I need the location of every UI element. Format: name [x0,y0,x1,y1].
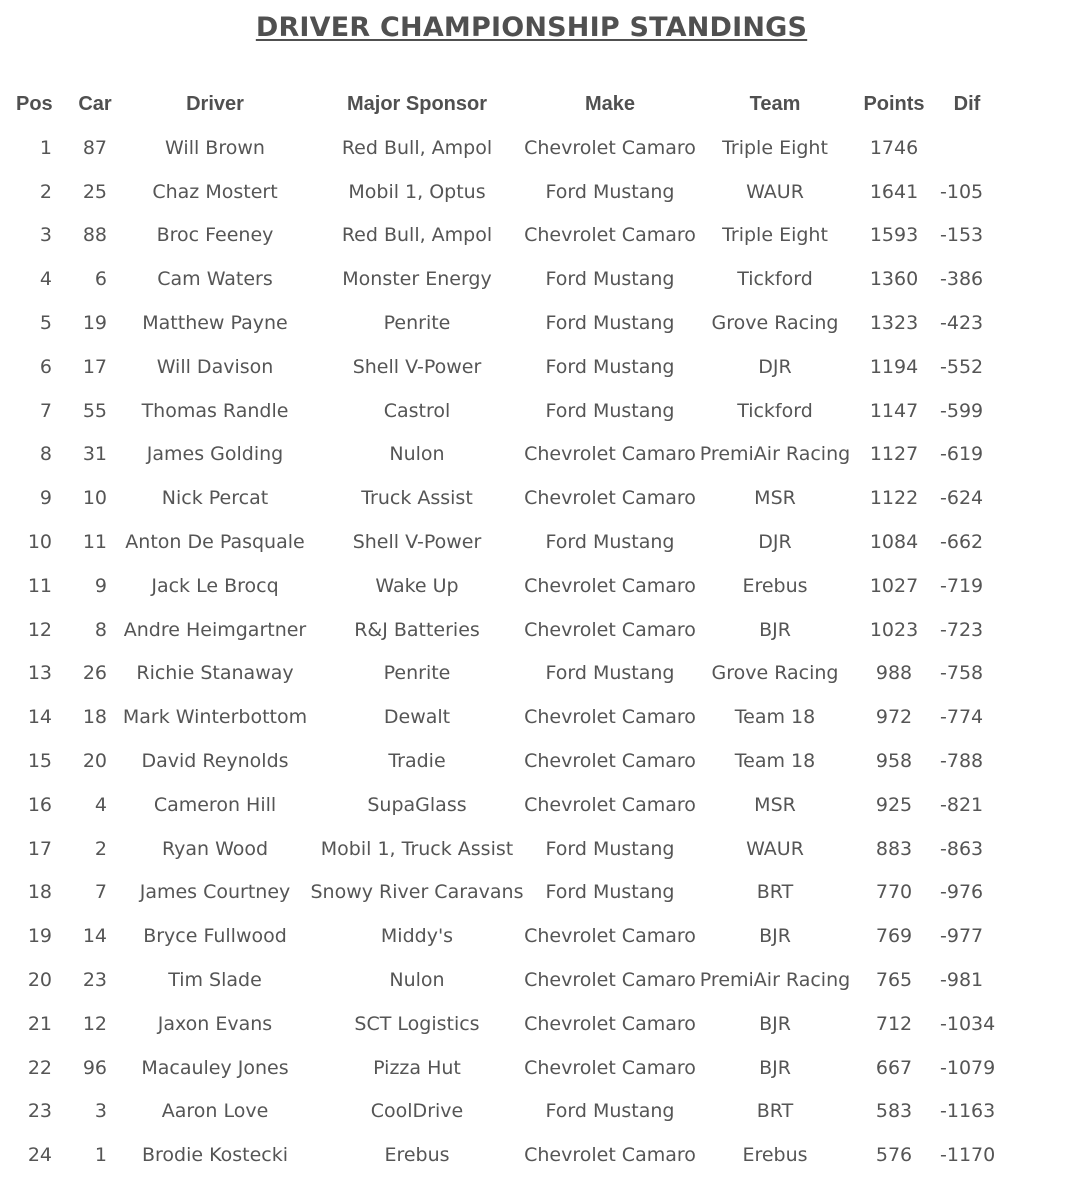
driver-cell: Will Davison [156,355,274,378]
dif-cell: -386 [940,268,984,291]
car-cell: 2 [94,837,107,860]
sponsor-cell: Nulon [389,443,445,466]
sponsor-cell: CoolDrive [370,1100,464,1123]
car-cell: 8 [94,618,107,641]
sponsor-cell: Snowy River Caravans [310,881,524,904]
pos-cell: 7 [39,399,52,422]
pos-cell: 10 [27,531,52,554]
car-cell: 87 [82,136,107,159]
car-cell: 31 [82,443,107,466]
car-cell: 9 [94,574,107,597]
team-cell: MSR [754,487,796,510]
points-cell: 583 [875,1100,913,1123]
sponsor-cell: Penrite [383,662,451,685]
dif-cell: -976 [940,881,984,904]
make-cell: Ford Mustang [545,662,675,685]
column-header-team: Team [749,92,801,115]
pos-cell: 3 [39,224,52,247]
make-cell: Chevrolet Camaro [524,925,696,948]
table-row [0,958,1000,1002]
dif-cell: -1034 [940,1012,996,1035]
pos-cell: 6 [39,355,52,378]
team-cell: DJR [758,531,792,554]
dif-cell: -153 [940,224,984,247]
dif-cell: -863 [940,837,984,860]
team-cell: BJR [759,925,791,948]
car-cell: 17 [82,355,107,378]
driver-cell: Cameron Hill [153,793,277,816]
make-cell: Chevrolet Camaro [524,443,696,466]
pos-cell: 18 [27,881,52,904]
make-cell: Ford Mustang [545,180,675,203]
make-cell: Chevrolet Camaro [524,1144,696,1167]
sponsor-cell: Shell V-Power [352,531,482,554]
team-cell: BJR [759,1056,791,1079]
team-cell: Grove Racing [711,312,839,335]
pos-cell: 15 [27,750,52,773]
table-row [0,914,1000,958]
sponsor-cell: Mobil 1, Truck Assist [320,837,514,860]
team-cell: DJR [758,355,792,378]
pos-cell: 24 [27,1144,52,1167]
make-cell: Ford Mustang [545,312,675,335]
points-cell: 925 [875,793,913,816]
car-cell: 19 [82,312,107,335]
car-cell: 23 [82,969,107,992]
make-cell: Chevrolet Camaro [524,706,696,729]
table-row [0,257,1000,301]
make-cell: Chevrolet Camaro [524,224,696,247]
car-cell: 88 [82,224,107,247]
team-cell: Erebus [742,574,808,597]
table-row [0,652,1000,696]
driver-cell: Anton De Pasquale [125,531,305,554]
points-cell: 1746 [869,136,919,159]
table-row [0,301,1000,345]
car-cell: 10 [82,487,107,510]
driver-cell: Ryan Wood [161,837,269,860]
team-cell: Erebus [742,1144,808,1167]
page-title: DRIVER CHAMPIONSHIP STANDINGS [255,12,808,43]
table-row [0,170,1000,214]
points-cell: 988 [875,662,913,685]
car-cell: 11 [82,531,107,554]
driver-cell: Matthew Payne [142,312,288,335]
pos-cell: 8 [39,443,52,466]
table-row [0,783,1000,827]
driver-cell: Will Brown [165,136,265,159]
dif-cell: -977 [940,925,984,948]
points-cell: 958 [875,750,913,773]
points-cell: 1194 [869,355,919,378]
points-cell: 1027 [869,574,919,597]
dif-cell: -1170 [940,1144,996,1167]
make-cell: Chevrolet Camaro [524,574,696,597]
table-row [0,827,1000,871]
sponsor-cell: Wake Up [375,574,459,597]
standings-table [0,82,1000,1177]
dif-cell: -758 [940,662,984,685]
team-cell: Grove Racing [711,662,839,685]
table-row [0,1002,1000,1046]
make-cell: Chevrolet Camaro [524,750,696,773]
column-header-points: Points [863,92,925,115]
driver-cell: Aaron Love [161,1100,269,1123]
sponsor-cell: Penrite [383,312,451,335]
make-cell: Chevrolet Camaro [524,136,696,159]
dif-cell: -1079 [940,1056,996,1079]
make-cell: Chevrolet Camaro [524,793,696,816]
points-cell: 667 [875,1056,913,1079]
pos-cell: 5 [39,312,52,335]
sponsor-cell: Red Bull, Ampol [341,136,493,159]
dif-cell: -788 [940,750,984,773]
table-row [0,871,1000,915]
dif-cell: -423 [940,312,984,335]
points-cell: 1323 [869,312,919,335]
driver-cell: Andre Heimgartner [123,618,307,641]
sponsor-cell: Truck Assist [361,487,473,510]
pos-cell: 14 [27,706,52,729]
make-cell: Chevrolet Camaro [524,1012,696,1035]
driver-cell: Thomas Randle [141,399,289,422]
driver-cell: Jaxon Evans [157,1012,273,1035]
car-cell: 4 [94,793,107,816]
driver-cell: Tim Slade [168,969,262,992]
make-cell: Ford Mustang [545,399,675,422]
make-cell: Chevrolet Camaro [524,487,696,510]
sponsor-cell: SupaGlass [367,793,467,816]
car-cell: 7 [94,881,107,904]
pos-cell: 9 [39,487,52,510]
pos-cell: 19 [27,925,52,948]
sponsor-cell: Red Bull, Ampol [341,224,493,247]
team-cell: Triple Eight [722,136,828,159]
driver-cell: Jack Le Brocq [151,574,279,597]
points-cell: 765 [875,969,913,992]
header-row [0,82,1000,126]
driver-cell: Nick Percat [161,487,269,510]
make-cell: Chevrolet Camaro [524,1056,696,1079]
points-cell: 1593 [869,224,919,247]
make-cell: Chevrolet Camaro [524,969,696,992]
points-cell: 1122 [869,487,919,510]
dif-cell: -723 [940,618,984,641]
car-cell: 12 [82,1012,107,1035]
points-cell: 883 [875,837,913,860]
pos-cell: 1 [39,136,52,159]
sponsor-cell: R&J Batteries [354,618,480,641]
driver-cell: Cam Waters [157,268,273,291]
driver-cell: James Courtney [139,881,291,904]
table-row [0,214,1000,258]
column-header-sponsor: Major Sponsor [346,92,487,115]
driver-cell: David Reynolds [141,750,289,773]
make-cell: Ford Mustang [545,268,675,291]
pos-cell: 4 [39,268,52,291]
dif-cell [934,126,1000,170]
table-row [0,389,1000,433]
dif-cell: -981 [940,969,984,992]
team-cell: WAUR [746,180,804,203]
points-cell: 712 [875,1012,913,1035]
points-cell: 1084 [869,531,919,554]
team-cell: Team 18 [734,750,816,773]
dif-cell: -1163 [940,1100,996,1123]
driver-cell: Chaz Mostert [152,180,278,203]
make-cell: Ford Mustang [545,355,675,378]
table-row [0,1133,1000,1177]
driver-cell: Richie Stanaway [136,662,294,685]
column-header-driver: Driver [186,92,244,115]
car-cell: 26 [82,662,107,685]
car-cell: 18 [82,706,107,729]
standings-body [0,126,1000,1177]
points-cell: 1023 [869,618,919,641]
points-cell: 769 [875,925,913,948]
pos-cell: 11 [27,574,52,597]
pos-cell: 20 [27,969,52,992]
sponsor-cell: Monster Energy [342,268,492,291]
sponsor-cell: Dewalt [383,706,451,729]
pos-cell: 23 [27,1100,52,1123]
car-cell: 20 [82,750,107,773]
pos-cell: 13 [27,662,52,685]
car-cell: 25 [82,180,107,203]
table-row [0,564,1000,608]
make-cell: Chevrolet Camaro [524,618,696,641]
driver-cell: Mark Winterbottom [122,706,308,729]
make-cell: Ford Mustang [545,1100,675,1123]
table-row [0,1046,1000,1090]
pos-cell: 21 [27,1012,52,1035]
table-row [0,476,1000,520]
driver-cell: Bryce Fullwood [143,925,287,948]
car-cell: 96 [82,1056,107,1079]
table-row [0,739,1000,783]
points-cell: 972 [875,706,913,729]
make-cell: Ford Mustang [545,531,675,554]
pos-cell: 2 [39,180,52,203]
car-cell: 6 [94,268,107,291]
team-cell: Team 18 [734,706,816,729]
pos-cell: 17 [27,837,52,860]
column-header-make: Make [584,92,636,115]
make-cell: Ford Mustang [545,881,675,904]
dif-cell: -821 [940,793,984,816]
sponsor-cell: SCT Logistics [354,1012,480,1035]
team-cell: BRT [756,881,794,904]
dif-cell: -662 [940,531,984,554]
table-row [0,345,1000,389]
sponsor-cell: Erebus [384,1144,450,1167]
table-row [0,1090,1000,1134]
column-header-car: Car [78,92,112,115]
team-cell: BJR [759,618,791,641]
driver-cell: Macauley Jones [141,1056,289,1079]
sponsor-cell: Middy's [380,925,454,948]
team-cell: BJR [759,1012,791,1035]
car-cell: 14 [82,925,107,948]
car-cell: 3 [94,1100,107,1123]
points-cell: 1360 [869,268,919,291]
team-cell: PremiAir Racing [699,443,851,466]
dif-cell: -552 [940,355,984,378]
sponsor-cell: Castrol [383,399,451,422]
team-cell: PremiAir Racing [699,969,851,992]
driver-cell: Broc Feeney [156,224,274,247]
table-row [0,695,1000,739]
points-cell: 1641 [869,180,919,203]
points-cell: 576 [875,1144,913,1167]
pos-cell: 16 [27,793,52,816]
table-row [0,126,1000,170]
column-header-pos: Pos [16,92,53,115]
points-cell: 770 [875,881,913,904]
driver-cell: Brodie Kostecki [141,1144,289,1167]
points-cell: 1147 [869,399,919,422]
dif-cell: -599 [940,399,984,422]
points-cell: 1127 [869,443,919,466]
pos-cell: 22 [27,1056,52,1079]
dif-cell: -624 [940,487,984,510]
make-cell: Ford Mustang [545,837,675,860]
table-row [0,608,1000,652]
pos-cell: 12 [27,618,52,641]
sponsor-cell: Pizza Hut [373,1056,461,1079]
sponsor-cell: Shell V-Power [352,355,482,378]
car-cell: 1 [94,1144,107,1167]
dif-cell: -619 [940,443,984,466]
dif-cell: -719 [940,574,984,597]
sponsor-cell: Mobil 1, Optus [348,180,486,203]
table-row [0,433,1000,477]
team-cell: MSR [754,793,796,816]
driver-cell: James Golding [146,443,284,466]
car-cell: 55 [82,399,107,422]
sponsor-cell: Tradie [388,750,446,773]
column-header-dif: Dif [953,92,981,115]
sponsor-cell: Nulon [389,969,445,992]
dif-cell: -774 [940,706,984,729]
table-row [0,520,1000,564]
team-cell: BRT [756,1100,794,1123]
team-cell: Tickford [737,268,813,291]
team-cell: WAUR [746,837,804,860]
team-cell: Tickford [737,399,813,422]
team-cell: Triple Eight [722,224,828,247]
dif-cell: -105 [940,180,984,203]
